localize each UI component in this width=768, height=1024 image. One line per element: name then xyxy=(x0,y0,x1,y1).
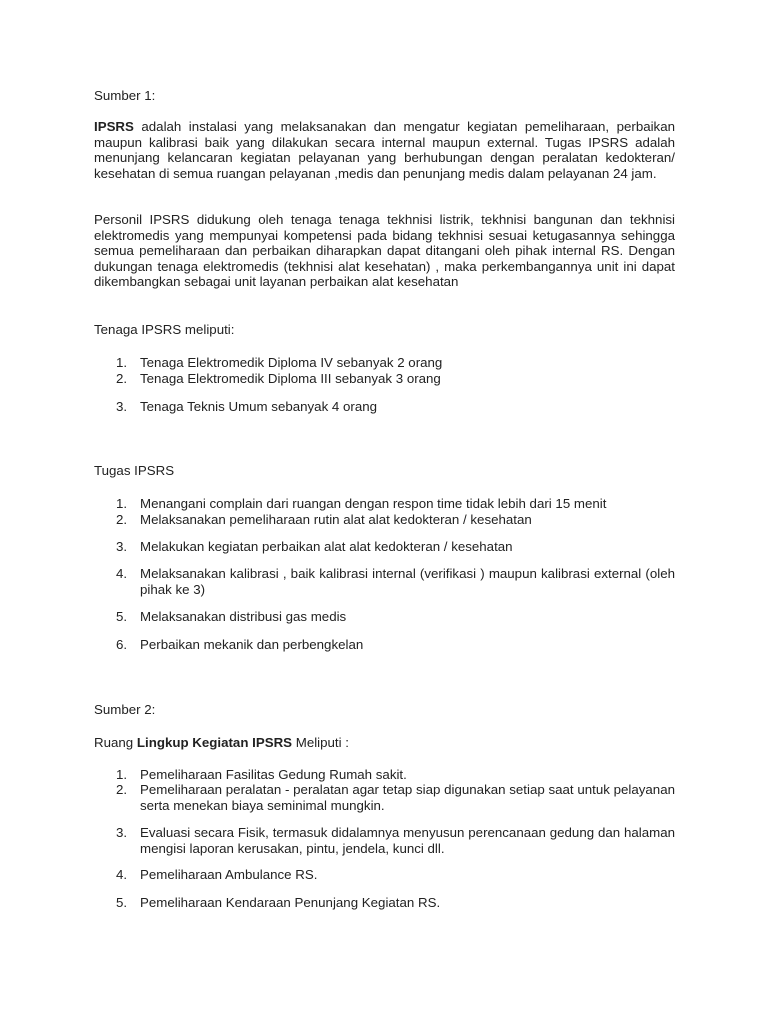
list-item-text: Pemeliharaan Fasilitas Gedung Rumah sakit. xyxy=(140,767,407,782)
ruang-prefix: Ruang xyxy=(94,735,137,750)
list-item-text: Pemeliharaan peralatan - peralatan agar tetap siap digunakan setiap saat untuk pelayanan serta menekan biaya seminimal mungkin. xyxy=(140,782,675,813)
list-number: 3. xyxy=(116,539,128,554)
list-number: 6. xyxy=(116,637,128,652)
list-number: 5. xyxy=(116,895,128,910)
list-item-text: Pemeliharaan Ambulance RS. xyxy=(140,867,318,882)
list-number: 1. xyxy=(116,767,128,782)
list-number: 2. xyxy=(116,371,128,386)
list-item-text: Perbaikan mekanik dan perbengkelan xyxy=(140,637,364,652)
list-number: 2. xyxy=(116,782,128,797)
list-item-text: Menangani complain dari ruangan dengan respon time tidak lebih dari 15 menit xyxy=(140,496,607,511)
ruang-bold-term: Lingkup Kegiatan IPSRS xyxy=(136,735,293,750)
list-item-text: Melaksanakan pemeliharaan rutin alat alat kedokteran / kesehatan xyxy=(140,512,532,527)
list-item-text: Melaksanakan distribusi gas medis xyxy=(140,609,347,624)
list-item-text: Melakukan kegiatan perbaikan alat alat kedokteran / kesehatan xyxy=(140,539,513,554)
ruang-suffix: Meliputi : xyxy=(292,735,349,750)
list-number: 4. xyxy=(116,867,128,882)
list-number: 2. xyxy=(116,512,128,527)
list-number: 1. xyxy=(116,355,128,370)
sumber1-heading: Sumber 1: xyxy=(94,88,156,103)
tugas-heading: Tugas IPSRS xyxy=(94,463,175,478)
list-number: 1. xyxy=(116,496,128,511)
list-number: 5. xyxy=(116,609,128,624)
list-item-text: Evaluasi secara Fisik, termasuk didalamnya menyusun perencanaan gedung dan halaman mengisi laporan kerusakan, pintu, jendela, kunci dll. xyxy=(140,825,675,856)
ipsrs-definition-paragraph xyxy=(94,119,675,181)
list-item-text: Melaksanakan kalibrasi , baik kalibrasi internal (verifikasi ) maupun kalibrasi external (oleh pihak ke 3) xyxy=(140,566,675,597)
list-item-text: Tenaga Teknis Umum sebanyak 4 orang xyxy=(140,399,378,414)
list-item-text: Tenaga Elektromedik Diploma IV sebanyak 2 orang xyxy=(140,355,443,370)
list-item-text: Pemeliharaan Kendaraan Penunjang Kegiatan RS. xyxy=(140,895,441,910)
list-item-text: Tenaga Elektromedik Diploma III sebanyak 3 orang xyxy=(140,371,441,386)
personil-paragraph: Personil IPSRS didukung oleh tenaga tenaga tekhnisi listrik, tekhnisi bangunan dan tekhnisi elektromedis yang mempunyai kompetensi pada bidang tekhnisi sesuai ketugasannya sehingga semua pemeliharaan dan perbaikan diharapkan dapat ditangani oleh pihak internal RS. Dengan dukungan tenaga elektromedis (tekhnisi alat kesehatan) , maka perkembangannya unit ini dapat dikembangkan sebagai unit layanan perbaikan alat kesehatan xyxy=(94,212,675,290)
list-number: 3. xyxy=(116,825,128,840)
list-number: 4. xyxy=(116,566,128,581)
ipsrs-term: IPSRS xyxy=(94,119,134,134)
tenaga-heading: Tenaga IPSRS meliputi: xyxy=(94,322,235,337)
list-number: 3. xyxy=(116,399,128,414)
ipsrs-definition-text: adalah instalasi yang melaksanakan dan mengatur kegiatan pemeliharaan, perbaikan maupun kalibrasi baik yang dilakukan secara internal maupun external. Tugas IPSRS adalah menunjang kelancaran kegiatan pelayanan yang berhubungan dengan peralatan kedokteran/ kesehatan di semua ruangan pelayanan ,medis dan penunjang medis dalam pelayanan 24 jam. xyxy=(94,119,675,181)
ruang-lingkup-heading xyxy=(94,735,675,751)
sumber2-heading: Sumber 2: xyxy=(94,702,156,717)
